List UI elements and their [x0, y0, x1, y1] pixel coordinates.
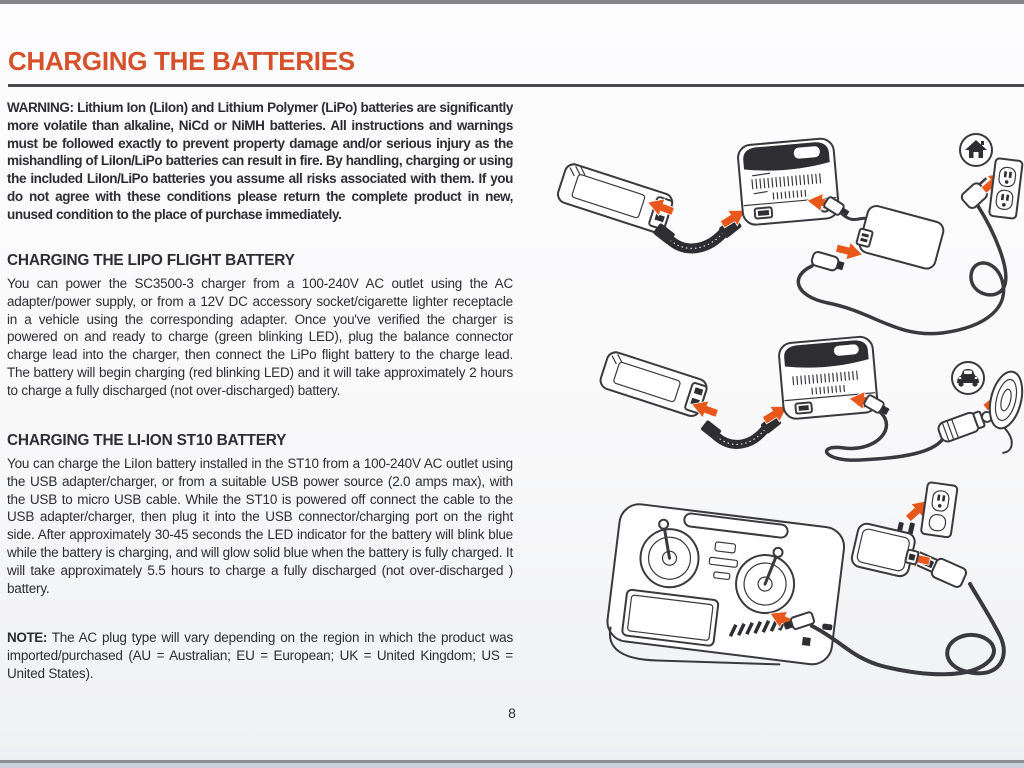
usb-cable	[812, 584, 1004, 674]
note-text: The AC plug type will vary depending on the region in which the product was imported/purchased (AU = Australian; EU = European; UK = United Kingdom; US = United States).	[7, 630, 513, 681]
note-label: NOTE:	[7, 630, 47, 645]
wall-outlet-illustration	[921, 482, 958, 538]
section-heading-lipo: CHARGING THE LIPO FLIGHT BATTERY	[7, 252, 295, 269]
sc3500-charger-illustration	[737, 138, 840, 226]
diagram-st10-usb-charging	[540, 468, 1024, 715]
section-heading-liion: CHARGING THE LI-ION ST10 BATTERY	[7, 432, 287, 449]
scan-edge-top	[0, 0, 1024, 4]
car-icon	[952, 362, 984, 394]
dc-output-plug	[863, 394, 891, 417]
home-icon	[960, 134, 992, 166]
note-paragraph	[7, 629, 513, 682]
section-body-liion: You can charge the LiIon battery installed in the ST10 from a 100-240V AC outlet using the USB adapter/charger, or from a suitable USB power source (2.0 amps max), with the USB to micro USB cable. While the ST10 is powered off connect the cable to the USB adapter/charger, then plug it into the USB connector/charging port on the right side. After approximately 30-45 seconds the LED indicator for the battery will blink blue while the battery is charging, and will glow solid blue when the battery is fully charged. It will take approximately 5.5 hours to charge a fully discharged (not over-discharged ) battery.	[7, 456, 513, 596]
diagram-lipo-home-charging	[540, 100, 1024, 355]
ac-power-supply-illustration	[855, 203, 946, 270]
ac-cord-end	[811, 251, 846, 273]
title-divider	[8, 84, 1024, 87]
st10-transmitter-illustration	[603, 502, 846, 682]
scan-edge-bottom-strip	[0, 763, 1024, 768]
page-title: CHARGING THE BATTERIES	[8, 46, 355, 76]
diagram-lipo-car-charging	[540, 330, 1024, 475]
warning-paragraph: WARNING: Lithium Ion (LiIon) and Lithium Polymer (LiPo) batteries are significantly more volatile than alkaline, NiCd or NiMH batteries. All instructions and warnings must be followed exactly to prevent property damage and/or serious injury as the mishandling of LiIon/LiPo batteries can result in fire. By handling, charging or using the included LiIon/LiPo batteries you assume all risks associated with them. If you do not agree with these conditions please return the complete product in new, unused condition to the place of purchase immediately.	[7, 100, 513, 222]
lipo-battery-illustration	[598, 350, 709, 418]
dc-cable	[827, 412, 942, 460]
section-body-lipo: You can power the SC3500-3 charger from a 100-240V AC outlet using the AC adapter/power supply, or from a 12V DC accessory socket/cigarette lighter receptacle in a vehicle using the corresponding adapter. Once you've verified the charger is powered on and ready to charge (green blinking LED), plug the balance connector charge lead into the charger, then connect the LiPo flight battery to the charge lead. The battery will begin charging (red blinking LED) and it will take approximately 2 hours to charge a fully discharged (not over-discharged) battery.	[7, 276, 513, 398]
wall-outlet-illustration	[989, 158, 1023, 219]
lipo-battery-illustration	[556, 162, 675, 235]
page-number: 8	[508, 705, 516, 721]
usb-wall-adapter-illustration	[850, 511, 925, 579]
